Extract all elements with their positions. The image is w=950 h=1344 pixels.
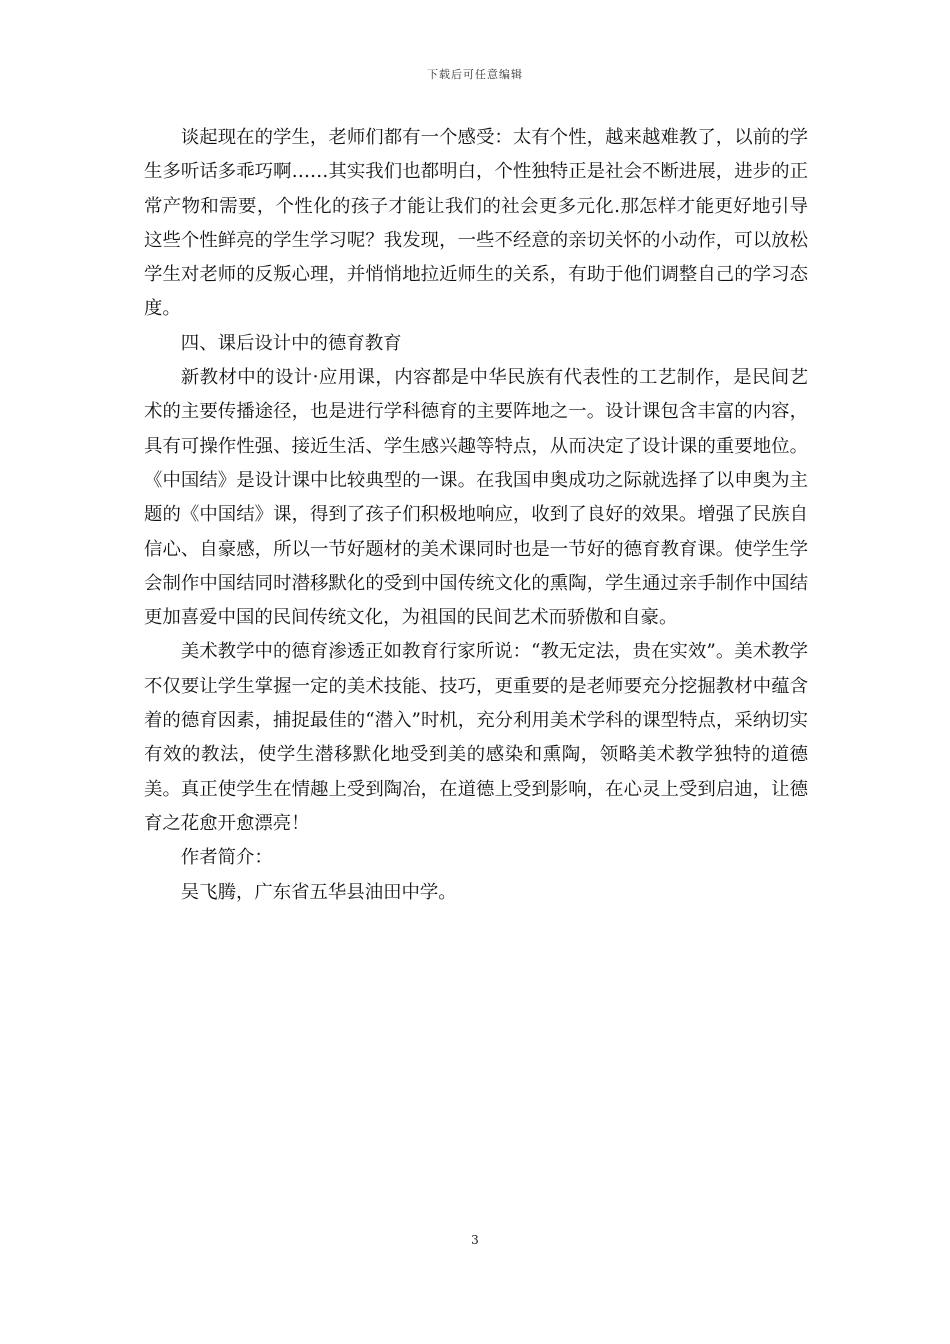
author-info: 吴飞腾，广东省五华县油田中学。 xyxy=(180,881,457,903)
page-header: 下载后可任意编辑 xyxy=(427,68,523,81)
section-heading: 四、课后设计中的德育教育 xyxy=(180,332,402,354)
paragraph-students-personality: 谈起现在的学生，老师们都有一个感受：太有个性，越来越难教了，以前的学生多听话多乖巧啊……其实我们也都明白，个性独特正是社会不断进展，进步的正常产物和需要，个性化的孩子才能让我们的社会更多元化.那怎样才能更好地引导这些个性鲜亮的学生学习呢？我发现，一些不经意的亲切关怀的小动作，可以放松学生对老师的反叛心理，并悄悄地拉近师生的关系，有助于他们调整自己的学习态度。 xyxy=(144,127,808,320)
page-number: 3 xyxy=(471,1233,479,1247)
paragraph-moral-education: 美术教学中的德育渗透正如教育行家所说：“教无定法，贵在实效”。美术教学不仅要让学生掌握一定的美术技能、技巧，更重要的是老师要充分挖掘教材中蕴含着的德育因素，捕捉最佳的“潜入”时机，充分利用美术学科的课型特点，采纳切实有效的教法，使学生潜移默化地受到美的感染和熏陶，领略美术教学独特的道德美。真正使学生在情趣上受到陶冶，在道德上受到影响，在心灵上受到启迪，让德育之花愈开愈漂亮！ xyxy=(144,641,808,834)
author-intro-label: 作者简介： xyxy=(180,847,273,869)
paragraph-design-course: 新教材中的设计·应用课，内容都是中华民族有代表性的工艺制作，是民间艺术的主要传播途径，也是进行学科德育的主要阵地之一。设计课包含丰富的内容，具有可操作性强、接近生活、学生感兴趣等特点，从而决定了设计课的重要地位。《中国结》是设计课中比较典型的一课。在我国申奥成功之际就选择了以申奥为主题的《中国结》课，得到了孩子们积极地响应，收到了良好的效果。增强了民族自信心、自豪感，所以一节好题材的美术课同时也是一节好的德育教育课。使学生学会制作中国结同时潜移默化的受到中国传统文化的熏陶，学生通过亲手制作中国结更加喜爱中国的民间传统文化，为祖国的民间艺术而骄傲和自豪。 xyxy=(144,367,808,629)
document-body xyxy=(144,121,808,910)
